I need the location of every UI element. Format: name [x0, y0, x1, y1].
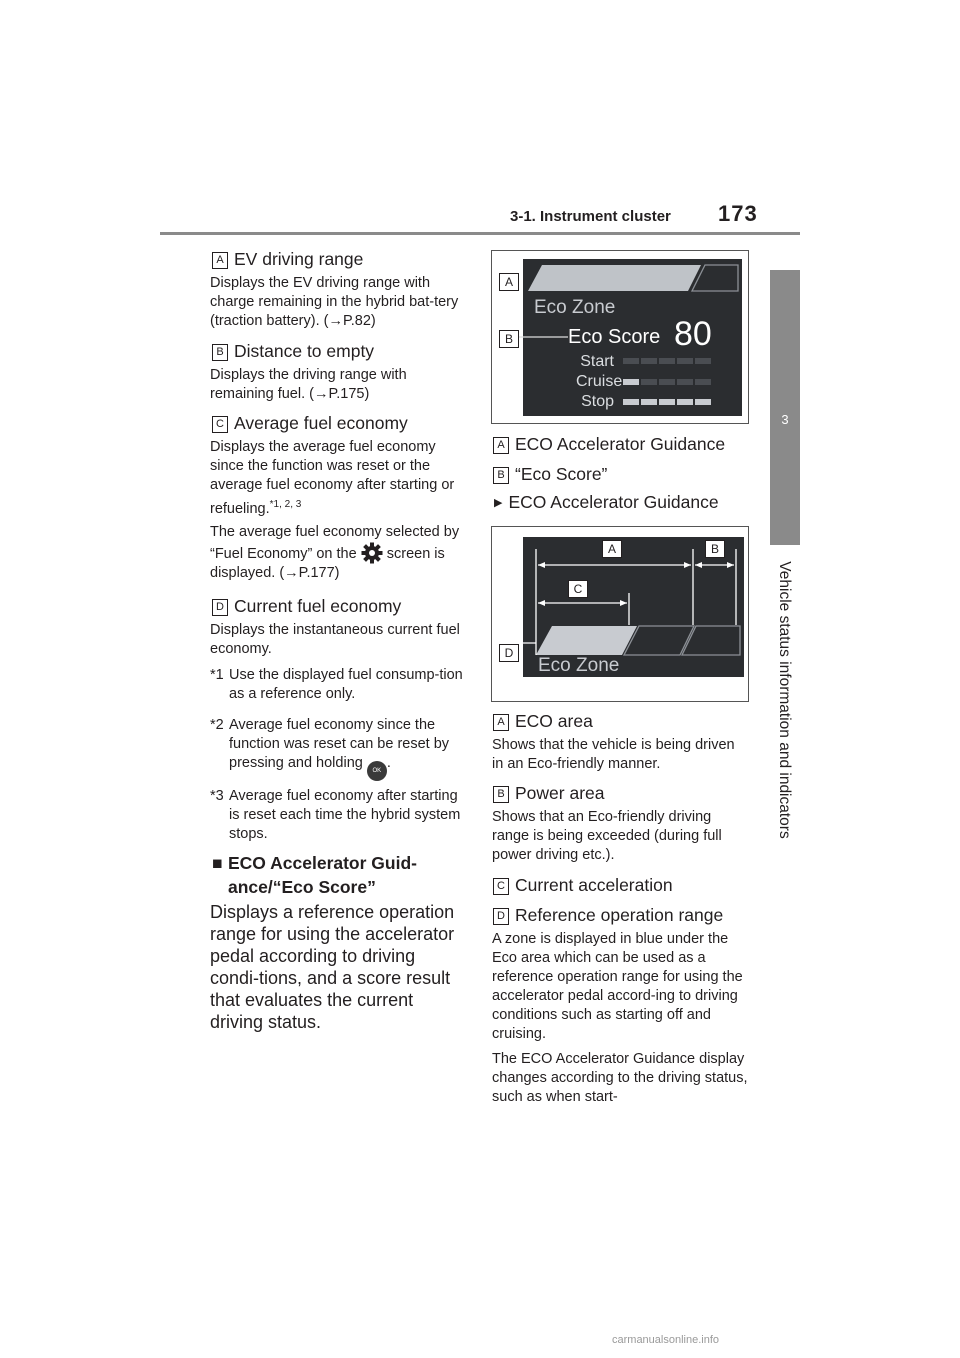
score-segment [641, 399, 657, 405]
fig1-item-a: A ECO Accelerator Guidance [493, 434, 725, 455]
item-average-fuel-economy [212, 413, 408, 434]
item-distance-to-empty [212, 341, 374, 362]
ok-button-icon: OK [367, 761, 387, 781]
item-current-fuel-economy [212, 596, 401, 617]
item-eco-area: A ECO area [493, 711, 593, 732]
section-title: 3-1. Instrument cluster [510, 208, 671, 225]
score-segment [695, 379, 711, 385]
score-segment [641, 358, 657, 364]
page-number: 173 [718, 201, 758, 226]
row-start: Start [580, 353, 614, 370]
row-cruise: Cruise [576, 373, 623, 390]
callout-c: C [568, 580, 588, 598]
chapter-title: Vehicle status information and indicators [776, 561, 793, 839]
callout-a: A [499, 273, 519, 291]
figure-eco-score [491, 250, 749, 424]
item-title: Average fuel economy [234, 413, 408, 433]
item-body-2: The average fuel economy selected by “Fuel Economy” on the screen is displayed. (→P.177) [210, 524, 460, 581]
score-segment [695, 358, 711, 364]
item-ev-driving-range [212, 249, 363, 270]
figure-eco-guidance [491, 526, 749, 702]
callout-b: B [705, 540, 725, 558]
item-current-acceleration: C Current acceleration [493, 875, 673, 896]
item-body-2: The ECO Accelerator Guidance display changes according to the driving status, such as when start- [492, 1051, 748, 1105]
callout-d: D [499, 644, 519, 662]
score-segment [623, 399, 639, 405]
score-segment [695, 399, 711, 405]
score-segment [677, 399, 693, 405]
item-body: Shows that the vehicle is being driven in an Eco-friendly manner. [492, 737, 735, 772]
item-title: Distance to empty [234, 341, 375, 361]
eco-score-value: 80 [674, 315, 712, 353]
footnote-3: *3 Average fuel economy after starting is reset each time the hybrid system stops. [210, 788, 461, 842]
row-stop: Stop [581, 393, 614, 410]
callout-a: A [602, 540, 622, 558]
item-title: Current fuel economy [234, 596, 402, 616]
item-title: EV driving range [234, 249, 364, 269]
label-box: D [212, 599, 228, 616]
item-body: Displays the EV driving range with charge remaining in the hybrid bat-tery (traction battery). (→P.82) [210, 275, 459, 329]
eco-zone-label: Eco Zone [534, 297, 616, 318]
triangle-bullet-icon: ▶ [494, 497, 503, 509]
eco-score-label: Eco Score [568, 326, 661, 348]
fig1-item-b: B “Eco Score” [493, 464, 607, 485]
section-heading: ■ ECO Accelerator Guid-ance/“Eco Score” [212, 853, 417, 897]
score-segment [677, 358, 693, 364]
eco-score-rows [576, 352, 623, 412]
watermark: carmanualsonline.info [612, 1334, 720, 1346]
chapter-number: 3 [781, 412, 789, 427]
label-box: B [212, 344, 228, 361]
item-body: Displays the average fuel economy since the function was reset or the average fuel economy after starting or refueling.$^{*1, 2, 3}$ [210, 439, 455, 517]
item-body: Displays the driving range with remaining fuel. (→P.175) [210, 367, 407, 402]
score-segment [641, 379, 657, 385]
item-body: A zone is displayed in blue under the Eco area which can be used as a reference operation range for using the accelerator pedal accord-ing to driving conditions such as starting off and cruising. [492, 931, 743, 1042]
header-rule [160, 232, 800, 235]
section-body: Displays a reference operation range for using the accelerator pedal according to driving condi-tions, and a score result that evaluates the current driving status. [210, 902, 455, 1032]
item-power-area: B Power area [493, 783, 605, 804]
footnote-1: *1 Use the displayed fuel consump-tion as a reference only. [210, 667, 463, 702]
item-body: Shows that an Eco-friendly driving range is being exceeded (during full power driving etc.). [492, 809, 722, 863]
item-reference-operation-range: D Reference operation range [493, 905, 723, 926]
eco-zone-label: Eco Zone [538, 655, 620, 676]
bullet-eco-guidance: ▶ ECO Accelerator Guidance [494, 492, 719, 512]
score-segment [677, 379, 693, 385]
square-bullet-icon: ■ [212, 853, 223, 873]
callout-b: B [499, 330, 519, 348]
item-body: Displays the instantaneous current fuel economy. [210, 622, 460, 657]
gear-icon [361, 542, 383, 564]
footnote-2: *2 Average fuel economy since the function was reset can be reset by pressing and holding OK . [210, 716, 466, 781]
score-segment [659, 399, 675, 405]
chapter-tab [770, 270, 800, 545]
score-segment [659, 358, 675, 364]
score-segment [659, 379, 675, 385]
score-segment [623, 379, 639, 385]
label-box: A [212, 252, 228, 269]
label-box: C [212, 416, 228, 433]
score-segment [623, 358, 639, 364]
